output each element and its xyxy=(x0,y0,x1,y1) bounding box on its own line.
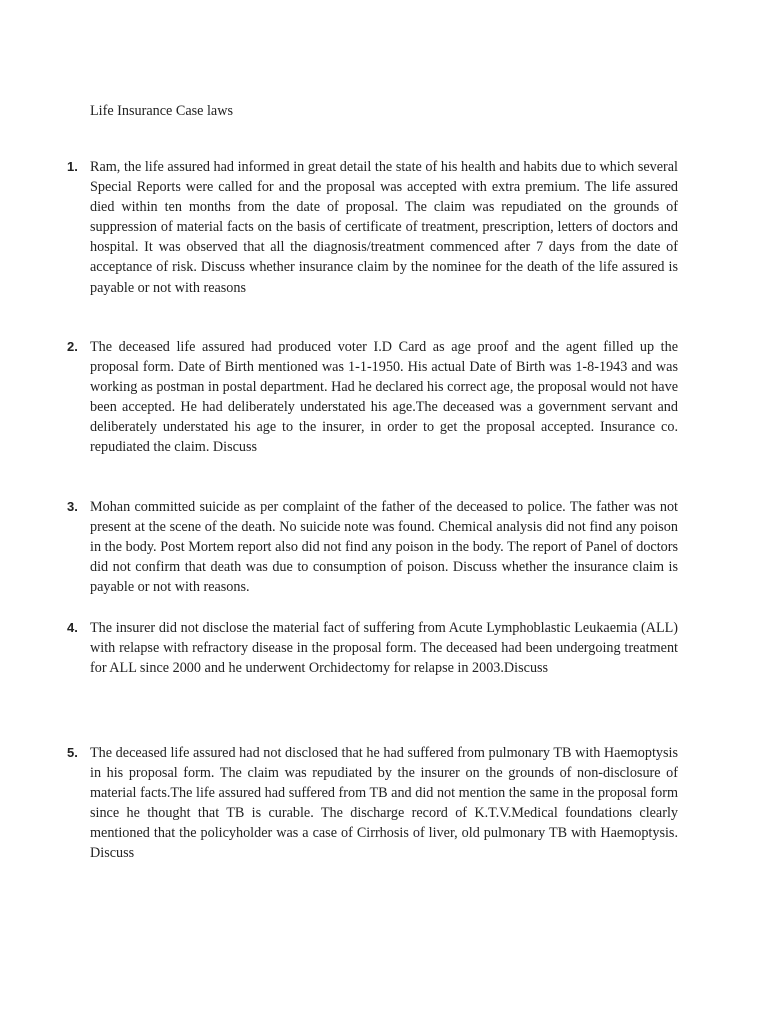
case-item-3 xyxy=(67,497,678,597)
case-item-5 xyxy=(67,743,678,864)
case-item-1 xyxy=(67,157,678,298)
case-item-2 xyxy=(67,337,678,458)
case-number: 2. xyxy=(67,339,78,354)
case-number: 1. xyxy=(67,159,78,174)
case-text: Ram, the life assured had informed in great detail the state of his health and habits due to which several Special Reports were called for and the proposal was accepted with extra premium. The life assured died within ten months from the date of proposal. The claim was repudiated on the grounds of suppression of material facts on the basis of certificate of treatment, prescription, letters of doctors and hospital. It was observed that all the diagnosis/treatment commenced after 7 days from the date of acceptance of risk. Discuss whether insurance claim by the nominee for the death of the life assured is payable or not with reasons xyxy=(90,159,678,296)
case-number: 3. xyxy=(67,499,78,514)
case-number: 4. xyxy=(67,620,78,635)
case-text: Mohan committed suicide as per complaint of the father of the deceased to police. The father was not present at the scene of the death. No suicide note was found. Chemical analysis did not find any poison in the body. Post Mortem report also did not find any poison in the body. The report of Panel of doctors did not confirm that death was due to consumption of poison. Discuss whether the insurance claim is payable or not with reasons. xyxy=(90,499,678,596)
case-item-4 xyxy=(67,618,678,678)
case-text: The deceased life assured had not disclosed that he had suffered from pulmonary TB with Haemoptysis in his proposal form. The claim was repudiated by the insurer on the grounds of non-disclosure of material facts.The life assured had suffered from TB and did not mention the same in the proposal form since he thought that TB is curable. The discharge record of K.T.V.Medical foundations clearly mentioned that the policyholder was a case of Cirrhosis of liver, old pulmonary TB with Haemoptysis. Discuss xyxy=(90,745,678,862)
case-number: 5. xyxy=(67,745,78,760)
case-text: The deceased life assured had produced voter I.D Card as age proof and the agent filled up the proposal form. Date of Birth mentioned was 1-1-1950. His actual Date of Birth was 1-8-1943 and was working as postman in postal department. Had he declared his correct age, the proposal would not have been accepted. He had deliberately understated his age.The deceased was a government servant and deliberately understated his age to the insurer, in order to get the proposal accepted. Insurance co. repudiated the claim. Discuss xyxy=(90,339,678,456)
document-title: Life Insurance Case laws xyxy=(90,103,233,119)
case-text: The insurer did not disclose the material fact of suffering from Acute Lymphoblastic Leukaemia (ALL) with relapse with refractory disease in the proposal form. The deceased had been undergoing treatment for ALL since 2000 and he underwent Orchidectomy for relapse in 2003.Discuss xyxy=(90,620,678,677)
